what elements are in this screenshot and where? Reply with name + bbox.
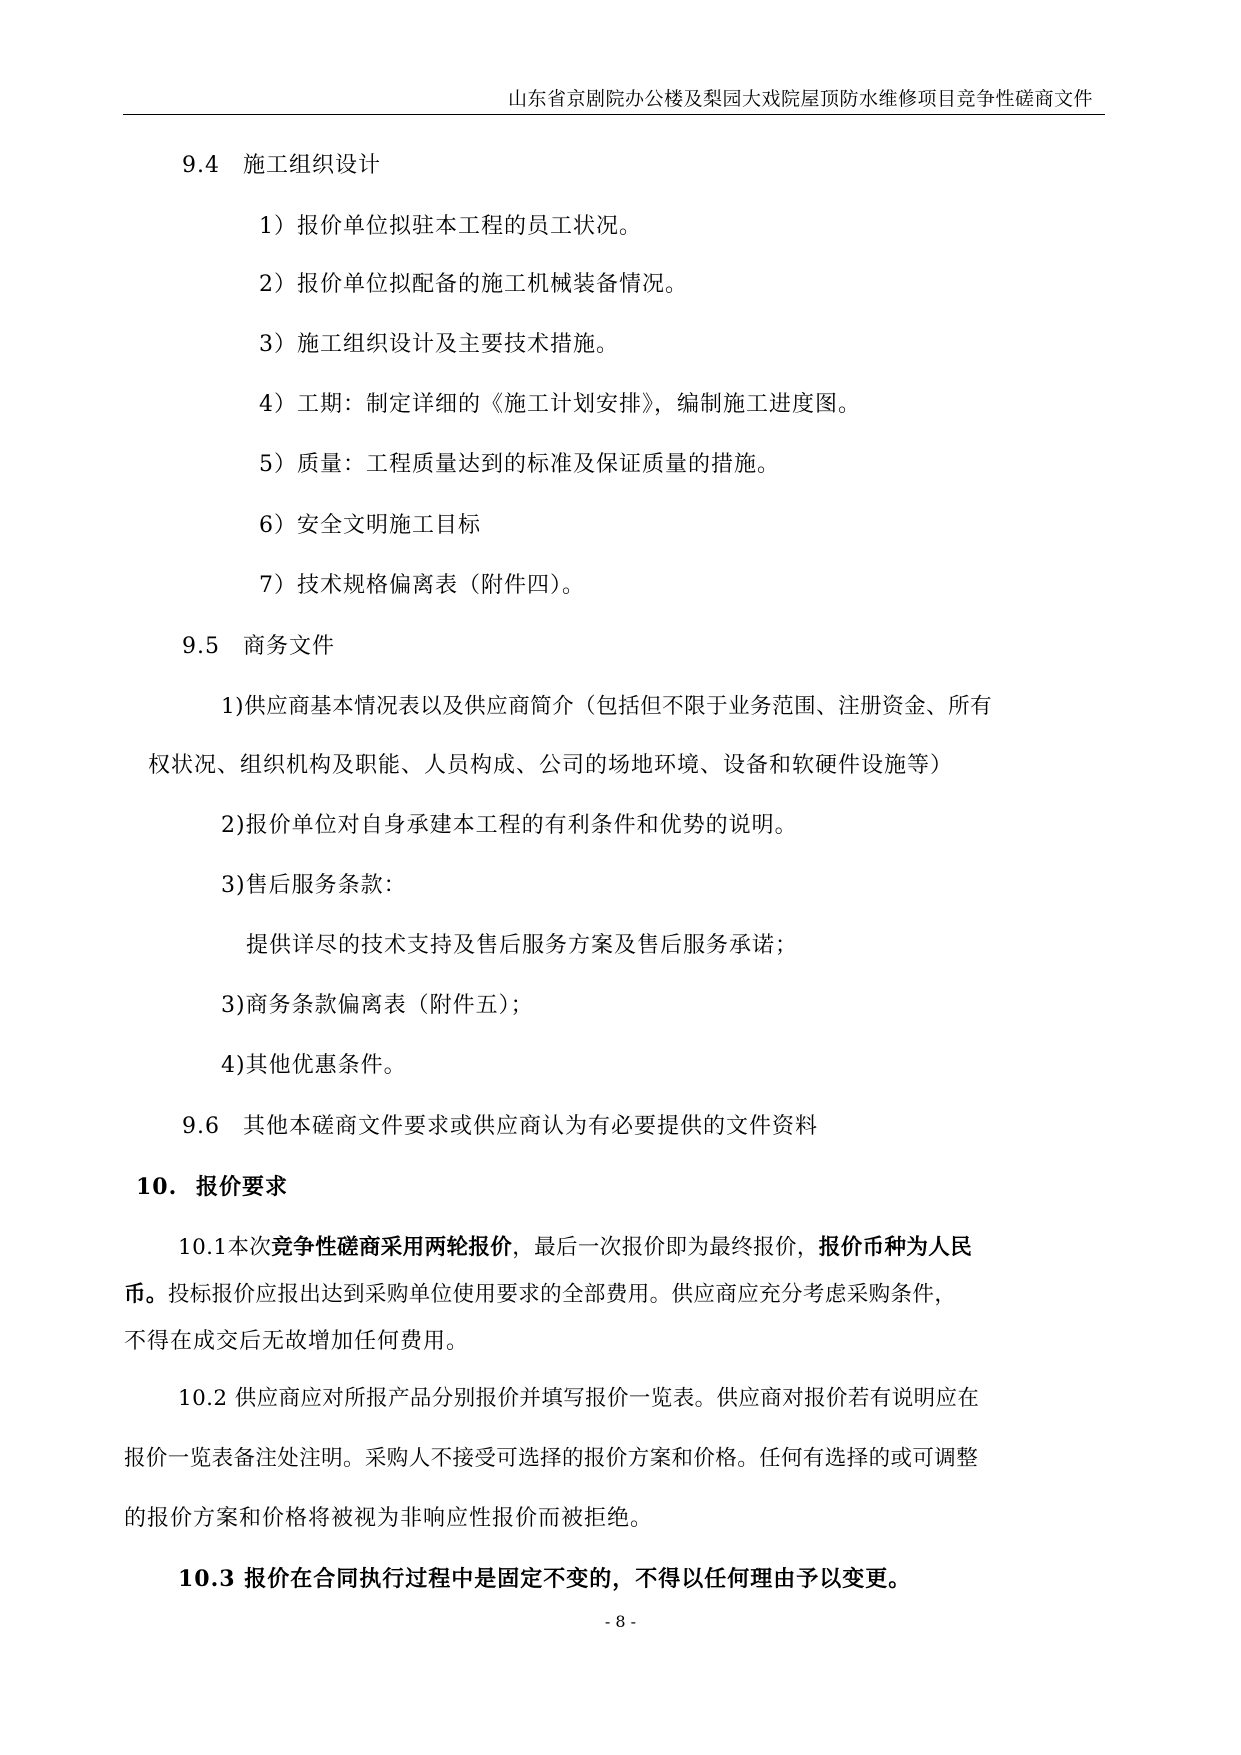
paragraph-10-1-line-1 xyxy=(178,1233,972,1263)
list-item: 3)商务条款偏离表（附件五）； xyxy=(221,993,534,1018)
list-item: 4)其他优惠条件。 xyxy=(221,1053,407,1078)
page-number: - 8 - xyxy=(604,1612,637,1631)
paragraph-10-1-line-2 xyxy=(124,1280,956,1310)
list-item: 1)供应商基本情况表以及供应商简介（包括但不限于业务范围、注册资金、所有 xyxy=(221,694,993,719)
paragraph-text: 10.1本次 xyxy=(178,1235,272,1260)
paragraph-text: ，最后一次报价即为最终报价， xyxy=(512,1235,819,1260)
section-9-4-heading: 9.4 施工组织设计 xyxy=(182,153,381,178)
list-item: 3)售后服务条款： xyxy=(221,873,407,898)
list-item-continuation: 权状况、组织机构及职能、人员构成、公司的场地环境、设备和软硬件设施等） xyxy=(148,753,954,778)
paragraph-10-2-line-3: 的报价方案和价格将被视为非响应性报价而被拒绝。 xyxy=(124,1506,654,1531)
list-item: 7）技术规格偏离表（附件四）。 xyxy=(259,573,585,598)
paragraph-10-2-line-2: 报价一览表备注处注明。采购人不接受可选择的报价方案和价格。任何有选择的或可调整 xyxy=(124,1446,979,1471)
list-item: 1）报价单位拟驻本工程的员工状况。 xyxy=(259,214,642,239)
list-item: 2)报价单位对自身承建本工程的有利条件和优势的说明。 xyxy=(221,813,798,838)
paragraph-10-3: 10.3 报价在合同执行过程中是固定不变的，不得以任何理由予以变更。 xyxy=(178,1566,912,1592)
paragraph-10-1-line-3: 不得在成交后无故增加任何费用。 xyxy=(124,1329,470,1354)
list-item: 4）工期：制定详细的《施工计划安排》，编制施工进度图。 xyxy=(259,392,861,417)
list-item-detail: 提供详尽的技术支持及售后服务方案及售后服务承诺； xyxy=(246,933,799,958)
document-header: 山东省京剧院办公楼及梨园大戏院屋顶防水维修项目竞争性磋商文件 xyxy=(507,88,1093,110)
section-10-title: 报价要求 xyxy=(196,1174,289,1200)
section-10-number: 10. xyxy=(136,1174,178,1200)
paragraph-bold-text: 币。 xyxy=(124,1282,168,1307)
paragraph-bold-text: 竞争性磋商采用两轮报价 xyxy=(271,1235,513,1260)
paragraph-bold-text: 报价币种为人民 xyxy=(818,1235,973,1260)
list-item: 5）质量：工程质量达到的标准及保证质量的措施。 xyxy=(259,452,780,477)
header-rule xyxy=(123,114,1105,115)
list-item: 6）安全文明施工目标 xyxy=(259,513,481,538)
section-9-5-heading: 9.5 商务文件 xyxy=(182,634,335,659)
paragraph-text: 投标报价应报出达到采购单位使用要求的全部费用。供应商应充分考虑采购条件， xyxy=(167,1282,957,1307)
section-9-6-heading: 9.6 其他本磋商文件要求或供应商认为有必要提供的文件资料 xyxy=(182,1114,818,1139)
list-item: 2）报价单位拟配备的施工机械装备情况。 xyxy=(259,272,688,297)
paragraph-10-2-line-1: 10.2 供应商应对所报产品分别报价并填写报价一览表。供应商对报价若有说明应在 xyxy=(178,1386,980,1411)
list-item: 3）施工组织设计及主要技术措施。 xyxy=(259,332,619,357)
